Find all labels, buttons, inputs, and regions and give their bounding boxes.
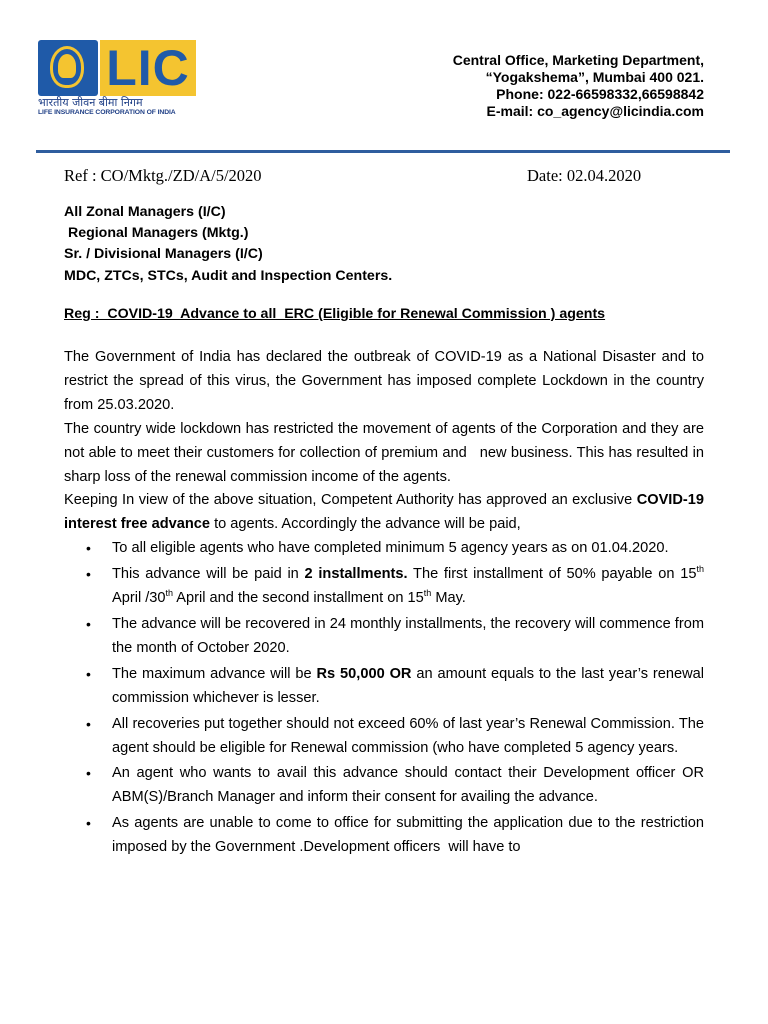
header-divider [36, 150, 730, 153]
paragraph [64, 489, 704, 537]
reference-line [64, 166, 704, 188]
logo-brand-text: LIC [106, 40, 190, 96]
addressee-list [64, 202, 704, 287]
reference-number: Ref : CO/Mktg./ZD/A/5/2020 [64, 166, 262, 185]
list-item-bold-text: Rs 50,000 OR [316, 665, 412, 682]
list-item-text: April and the second installment on 15 [173, 590, 424, 607]
lic-logo [38, 40, 196, 116]
list-item: • The advance will be recovered in 24 monthly installments, the recovery will commence from the month of October 2020. [112, 613, 704, 661]
letterhead [0, 0, 768, 160]
letter-body [64, 346, 709, 860]
list-item: • To all eligible agents who have completed minimum 5 agency years as on 01.04.2020. [112, 537, 704, 561]
paragraph: The Government of India has declared the outbreak of COVID-19 as a National Disaster and to restrict the spread of this virus, the Government has imposed complete Lockdown in the country from 25.03.2020. [64, 349, 704, 413]
addressee-line: Regional Managers (Mktg.) [64, 225, 249, 242]
address-email: E-mail: co_agency@licindia.com [486, 103, 704, 119]
hands-lamp-emblem-icon [38, 40, 98, 96]
paragraph-text: to agents. Accordingly the advance will be paid, [210, 516, 521, 533]
list-item-bold-text: 2 installments. [304, 566, 408, 583]
paragraph: The country wide lockdown has restricted the movement of agents of the Corporation and they are not able to meet their customers for collection of premium and new business. This has resulted in sharp loss of the renewal commission income of the agents. [64, 420, 709, 485]
list-item-text: The first installment of 50% payable on 15 [407, 566, 697, 583]
ordinal-suffix: th [165, 588, 174, 599]
paragraph-text: Keeping In view of the above situation, Competent Authority has approved an exclusive [64, 492, 637, 509]
list-item [112, 563, 704, 611]
list-item [112, 663, 704, 711]
list-item-text: an amount equals to the last year’s renewal commission whichever is lesser. [112, 665, 704, 706]
logo-brand-block [100, 40, 196, 96]
ordinal-suffix: th [423, 588, 432, 599]
ordinal-suffix: th [696, 564, 704, 575]
list-item-text: The maximum advance will be [112, 665, 317, 682]
letter-date: Date: 02.04.2020 [527, 166, 642, 185]
logo-hindi-name: भारतीय जीवन बीमा निगम [38, 96, 143, 109]
addressee-line: All Zonal Managers (I/C) [64, 204, 226, 220]
list-item: • As agents are unable to come to office for submitting the application due to the restriction imposed by the Government .Development officers will have to [112, 812, 704, 860]
address-phone: Phone: 022-66598332,66598842 [496, 86, 704, 102]
list-item-text: This advance will be paid in [112, 566, 305, 583]
address-line-1: Central Office, Marketing Department, [452, 52, 704, 68]
subject-line: Reg : COVID-19 Advance to all ERC (Eligible for Renewal Commission ) agents [64, 306, 606, 322]
logo-english-name: LIFE INSURANCE CORPORATION OF INDIA [38, 109, 176, 116]
office-address [453, 52, 704, 120]
list-item-text: April /30 [112, 590, 166, 607]
paragraph-bold-text: COVID-19 interest free advance [64, 492, 704, 533]
list-item-text: May. [431, 590, 466, 607]
addressee-line: MDC, ZTCs, STCs, Audit and Inspection Centers. [64, 267, 393, 284]
addressee-line: Sr. / Divisional Managers (I/C) [64, 246, 263, 263]
list-item: • All recoveries put together should not exceed 60% of last year’s Renewal Commission. The agent should be eligible for Renewal commission (who have completed 5 agency years. [112, 713, 704, 761]
list-item: • An agent who wants to avail this advance should contact their Development officer OR ABM(S)/Branch Manager and inform their consent for availing the advance. [112, 762, 704, 810]
address-line-2: “Yogakshema”, Mumbai 400 021. [485, 69, 704, 85]
conditions-list [64, 537, 709, 860]
